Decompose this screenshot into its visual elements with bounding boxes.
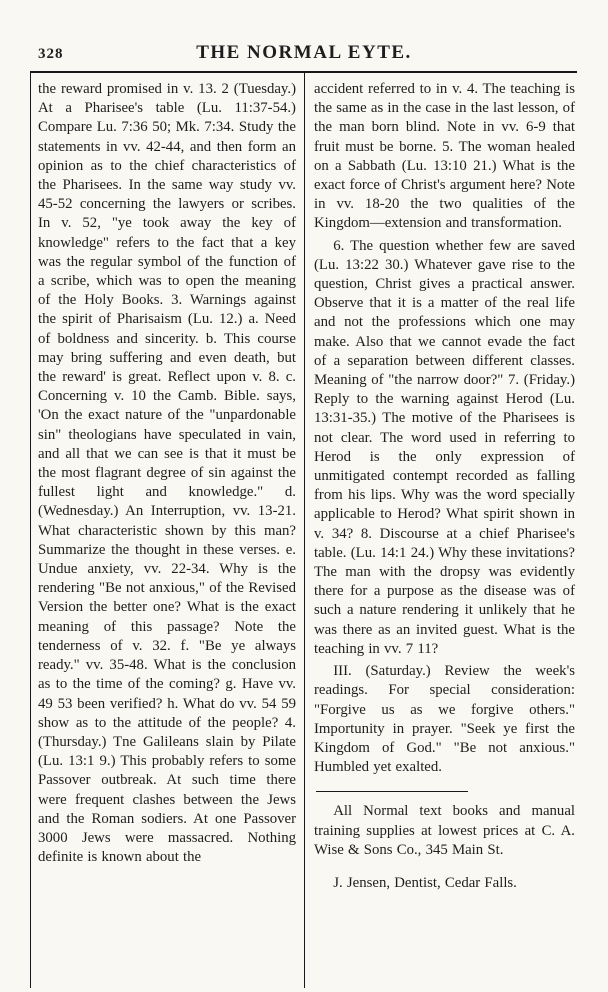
section-divider-rule [316,791,468,792]
column-divider-rule [304,71,305,988]
left-column [38,80,296,867]
article-paragraph-review: III. (Saturday.) Review the week's readings. For special consideration: "Forgive us as we forgive others." Importunity in prayer. "Seek ye first the Kingdom of God." "Be not anxious." Humbled yet exalted. [314,663,575,776]
left-margin-rule [30,71,31,988]
notice-dentist: J. Jensen, Dentist, Cedar Falls. [333,874,517,891]
page-number: 328 [38,46,64,62]
publication-title: THE NORMAL EYTE. [196,42,412,63]
notice-text-books: All Normal text books and manual training supplies at lowest prices at C. A. Wise & Sons Co., 345 Main St. [314,803,575,858]
right-column [314,80,575,893]
article-paragraph-question-six: 6. The question whether few are saved (Lu. 13:22 30.) Whatever gave rise to the question, Christ gives a practical answer. Observe that it is a matter of the real life and not the professions which one may make. Also that we cannot evade the fact of a separation between different classes. Meaning of "the narrow door?" 7. (Friday.) Reply to the warning against Herod (Lu. 13:31-35.) The motive of the Pharisees is not clear. The word used in referring to Herod is the only expression of unmitigated contempt recorded as falling from his lips. Why was the word specially applicable to Herod? What spirit shown in v. 34? 8. Discourse at a chief Pharisee's table. (Lu. 14:1 24.) Why these invitations? The man with the dropsy was evidently there for a purpose as the disease was of such a nature rendering it unlikely that he was there as an invited guest. What is the teaching in vv. 7 11? [314,237,575,657]
article-text-continuation: the reward promised in v. 13. 2 (Tuesday.) At a Pharisee's table (Lu. 11:37-54.) Compare Lu. 7:36 50; Mk. 7:34. Study the statements in vv. 42-44, and then form an opinion as to the chief characteristics of the Pharisees. In the same way study vv. 45-52 concerning the lawyers or scribes. In v. 52, "ye took away the key of knowledge" refers to the fact that a key was the regular symbol of the function of a scribe, which was to open the meaning of the Holy Books. 3. Warnings against the spirit of Pharisaism (Lu. 12.) a. Need of boldness and sincerity. b. This course may bring suffering and even death, but the reward' is great. Reflect upon v. 8. c. Concerning v. 10 the Camb. Bible. says, 'On the exact nature of the "unpardonable sin" theologians have speculated in vain, and all that we can see is that it must be the most flagrant degree of sin against the fullest light and knowledge." d. (Wednesday.) An Interruption, vv. 13-21. What characteristic shown by this man? Summarize the thought in these verses. e. Undue anxiety, vv. 22-34. Why is the rendering "Be not anxious," of the Revised Version the better one? What is the exact meaning of this passage? Note the tenderness of v. 32. f. "Be ye always ready." vv. 35-48. What is the conclusion as to the time of the coming? g. Have vv. 49 53 been verified? h. What do vv. 54 59 show as to the attitude of the people? 4. (Thursday.) Tne Galileans slain by Pilate (Lu. 13:1 9.) This probably refers to some Passover outbreak. At such time there were frequent clashes between the Jews and the Roman sodiers. At one Passover 3000 Jews were massacred. Nothing definite is known about the [38,81,296,866]
article-text-continuation: accident referred to in v. 4. The teaching is the same as in the case in the last lesson, of the man born blind. Note in vv. 6-9 that fruit must be borne. 5. The woman healed on a Sabbath (Lu. 13:10 21.) What is the exact force of Christ's argument here? Note in vv. 18-20 the two qualities of the Kingdom—extension and transformation. [314,81,575,232]
